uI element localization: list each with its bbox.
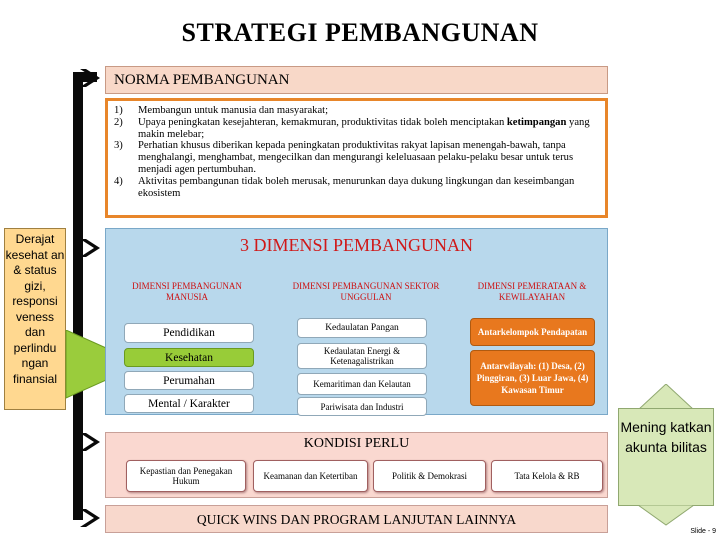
dimensi-item: Kedaulatan Energi & Ketenagalistrikan xyxy=(297,343,427,369)
norma-item-text: Aktivitas pembangunan tidak boleh merusak, menurunkan daya dukung lingkungan dan keseimbangan ekosistem xyxy=(138,175,575,199)
dimensi-item: Kesehatan xyxy=(124,348,254,367)
dimensi-item: Kedaulatan Pangan xyxy=(297,318,427,338)
norma-item-text: Perhatian khusus diberikan kepada peningkatan produktivitas rakyat lapisan menengah-bawah, tanpa menghalangi, menghambat, mengecilkan dan mengurangi keleluasaan pelaku-pelaku besar untuk terus menjadi agen pertumbuhan. xyxy=(138,140,574,175)
dimensi-item: Perumahan xyxy=(124,371,254,390)
meningkatkan-akuntabilitas-box xyxy=(618,408,714,506)
norma-item-emphasis: ketimpangan xyxy=(506,116,567,128)
derajat-text: Derajat kesehat an & status gizi, responsi veness dan perlindu ngan finansial xyxy=(5,232,65,386)
dimensi-item: Pendidikan xyxy=(124,323,254,343)
quick-wins-banner: QUICK WINS DAN PROGRAM LANJUTAN LAINNYA xyxy=(105,505,608,533)
dimensi-item: Kemaritiman dan Kelautan xyxy=(297,373,427,395)
norma-list xyxy=(105,98,608,218)
arrow-right-icon xyxy=(80,68,102,88)
dimensi-item: Pariwisata dan Industri xyxy=(297,397,427,416)
down-arrow-icon xyxy=(636,505,696,527)
arrow-right-icon xyxy=(80,508,102,528)
norma-item xyxy=(114,105,597,117)
norma-item xyxy=(114,176,597,200)
slide-number: Slide - 9 xyxy=(690,528,716,535)
page-title: STRATEGI PEMBANGUNAN xyxy=(181,18,539,47)
dimensi-title: 3 DIMENSI PEMBANGUNAN xyxy=(239,235,473,255)
dimensi-column-heading: DIMENSI PEMBANGUNAN SEKTOR UNGGULAN xyxy=(292,281,440,302)
norma-item-number: 4) xyxy=(114,175,123,187)
kondisi-title: KONDISI PERLU xyxy=(303,436,410,451)
kondisi-item: Politik & Demokrasi xyxy=(373,460,486,492)
dimensi-item: Antarkelompok Pendapatan xyxy=(470,318,595,346)
arrow-right-icon xyxy=(80,238,102,258)
left-vertical-bar xyxy=(73,72,83,520)
arrow-right-icon xyxy=(80,432,102,452)
dimensi-column-heading: DIMENSI PEMERATAAN & KEWILAYAHAN xyxy=(477,281,587,302)
kondisi-item: Keamanan dan Ketertiban xyxy=(253,460,368,492)
kondisi-item: Tata Kelola & RB xyxy=(491,460,603,492)
dimensi-item: Mental / Karakter xyxy=(124,394,254,413)
dimensi-item: Antarwilayah: (1) Desa, (2) Pinggiran, (3) Luar Jawa, (4) Kawasan Timur xyxy=(470,350,595,406)
norma-item-number: 2) xyxy=(114,116,123,128)
norma-item-number: 3) xyxy=(114,140,123,152)
norma-item-text: Upaya peningkatan kesejahteran, kemakmuran, produktivitas tidak boleh menciptakan ketimpangan yang makin melebar; xyxy=(138,116,590,140)
meningkatkan-text: Mening katkan akunta bilitas xyxy=(620,419,712,455)
norma-heading: NORMA PEMBANGUNAN xyxy=(105,66,608,94)
up-arrow-icon xyxy=(636,384,696,410)
norma-item-text: Membangun untuk manusia dan masyarakat; xyxy=(138,105,329,116)
norma-item xyxy=(114,140,597,175)
dimensi-column-heading: DIMENSI PEMBANGUNAN MANUSIA xyxy=(132,281,242,302)
kondisi-item: Kepastian dan Penegakan Hukum xyxy=(126,460,246,492)
norma-item-number: 1) xyxy=(114,105,123,116)
derajat-kesehatan-box xyxy=(4,228,66,410)
norma-item xyxy=(114,117,597,141)
